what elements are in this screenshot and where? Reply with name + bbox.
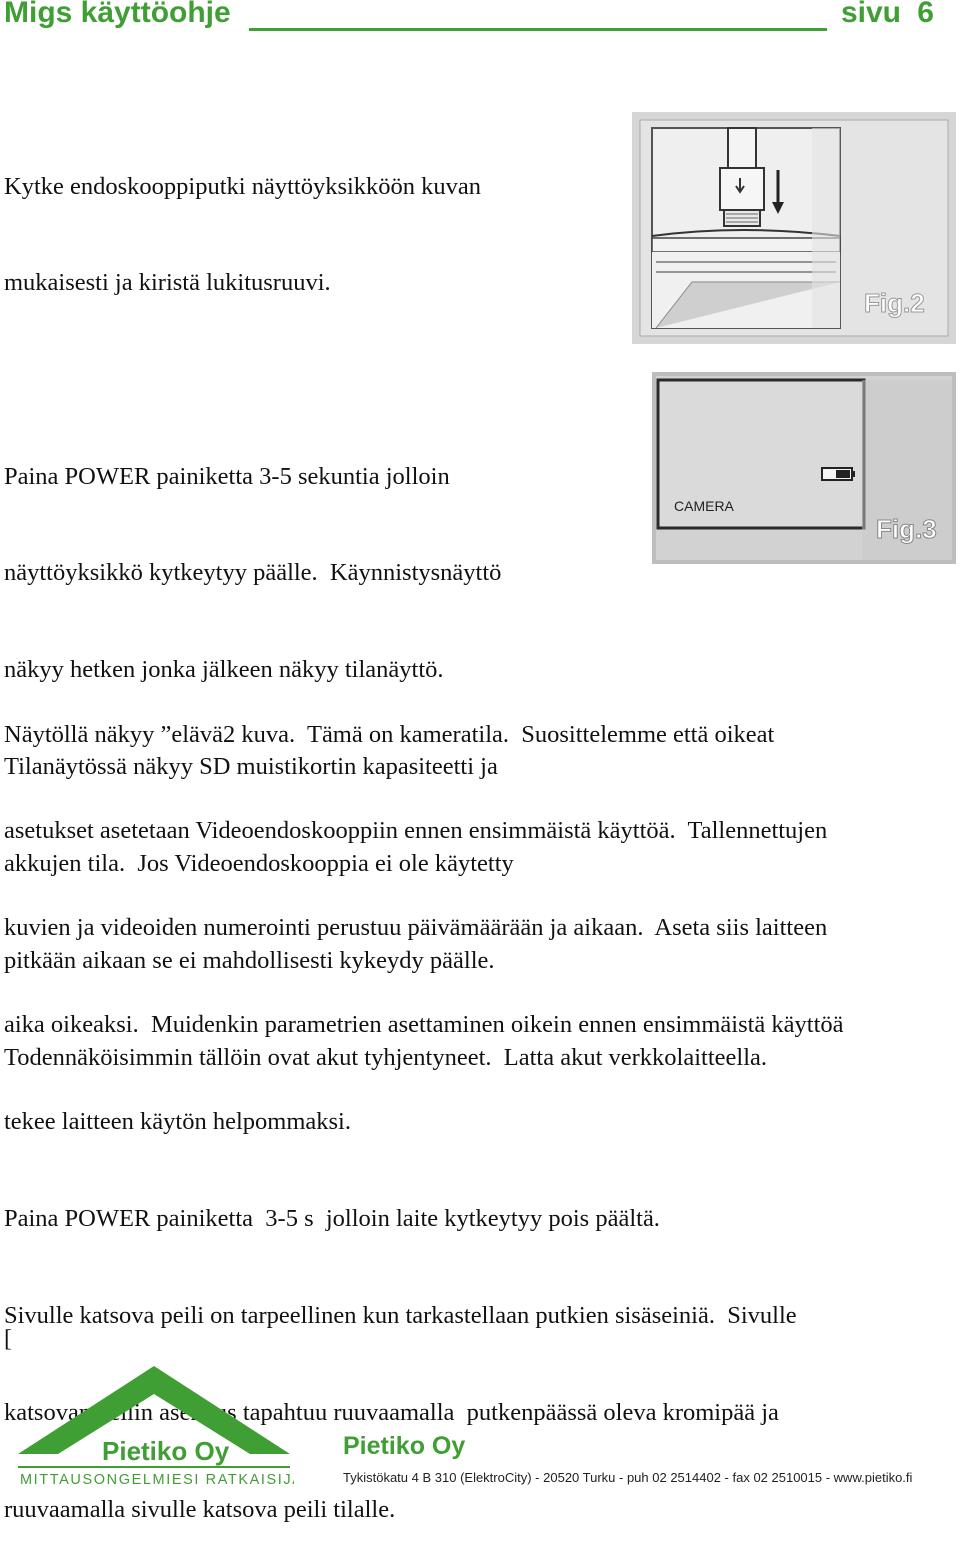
text-line: Tilanäytössä näkyy SD muistikortin kapasiteetti ja [4,753,498,781]
text-line: ruuvaamalla sivulle katsova peili tilalle. [4,1495,396,1523]
figure-3-image [652,372,956,564]
text-line: katsovan peilin asennus tapahtuu ruuvaamalla putkenpäässä oleva kromipää ja [4,1398,779,1426]
figure-2-label: Fig.2 [864,288,925,318]
figure-2-image [632,112,956,344]
text-line: tekee laitteen käytön helpommaksi. [4,1108,351,1136]
header-rule [249,28,827,31]
text-line: Näytöllä näkyy ”elävä2 kuva. Tämä on kameratila. Suosittelemme että oikeat [4,720,775,748]
text-line: mukaisesti ja kiristä lukitusruuvi. [4,269,331,297]
text-line: Todennäköisimmin tällöin ovat akut tyhjentyneet. Latta akut verkkolaitteella. [4,1043,768,1071]
text-line: kuvien ja videoiden numerointi perustuu päivämäärään ja aikaan. Aseta siis laitteen [4,914,828,942]
text-line: Paina POWER painiketta 3-5 s jolloin laite kytkeytyy pois päältä. [4,1205,660,1233]
page-header [4,0,934,34]
text-line: asetukset asetetaan Videoendoskooppiin ennen ensimmäistä käyttöä. Tallennettujen [4,817,828,845]
figure-3-label: Fig.3 [876,514,937,544]
text-line: Sivulle katsova peili on tarpeellinen kun tarkastellaan putkien sisäseiniä. Sivulle [4,1301,797,1329]
page-number: sivu 6 [840,0,934,29]
logo-slogan: MITTAUSONGELMIESI RATKAISIJA [20,1472,294,1488]
footer-address: Tykistökatu 4 B 310 (ElektroCity) - 20520 Turku - puh 02 2514402 - fax 02 2510015 - www.pietiko.fi [343,1470,913,1485]
text-line: Kytke endoskooppiputki näyttöyksikköön kuvan [4,172,482,200]
footer-brand: Pietiko Oy [343,1432,466,1460]
paragraph-connect-tube [4,106,481,332]
text-line: näkyy hetken jonka jälkeen näkyy tilanäyttö. [4,656,444,684]
text-line: aika oikeaksi. Muidenkin parametrien asettaminen oikein ennen ensimmäistä käyttöä [4,1011,844,1039]
company-logo [18,1366,294,1490]
text-line: akkujen tila. Jos Videoendoskooppia ei ole käytetty [4,850,514,878]
stray-bracket: [ [4,1326,12,1352]
text-line: Paina POWER painiketta 3-5 sekuntia jolloin [4,462,450,490]
text-line: pitkään aikaan se ei mahdollisesti kykeydy päälle. [4,947,495,975]
text-line: näyttöyksikkö kytkeytyy päälle. Käynnistysnäyttö [4,559,502,587]
document-title: Migs käyttöohje [4,0,231,29]
camera-mode-text: CAMERA [674,498,734,514]
logo-name: Pietiko Oy [102,1436,230,1466]
